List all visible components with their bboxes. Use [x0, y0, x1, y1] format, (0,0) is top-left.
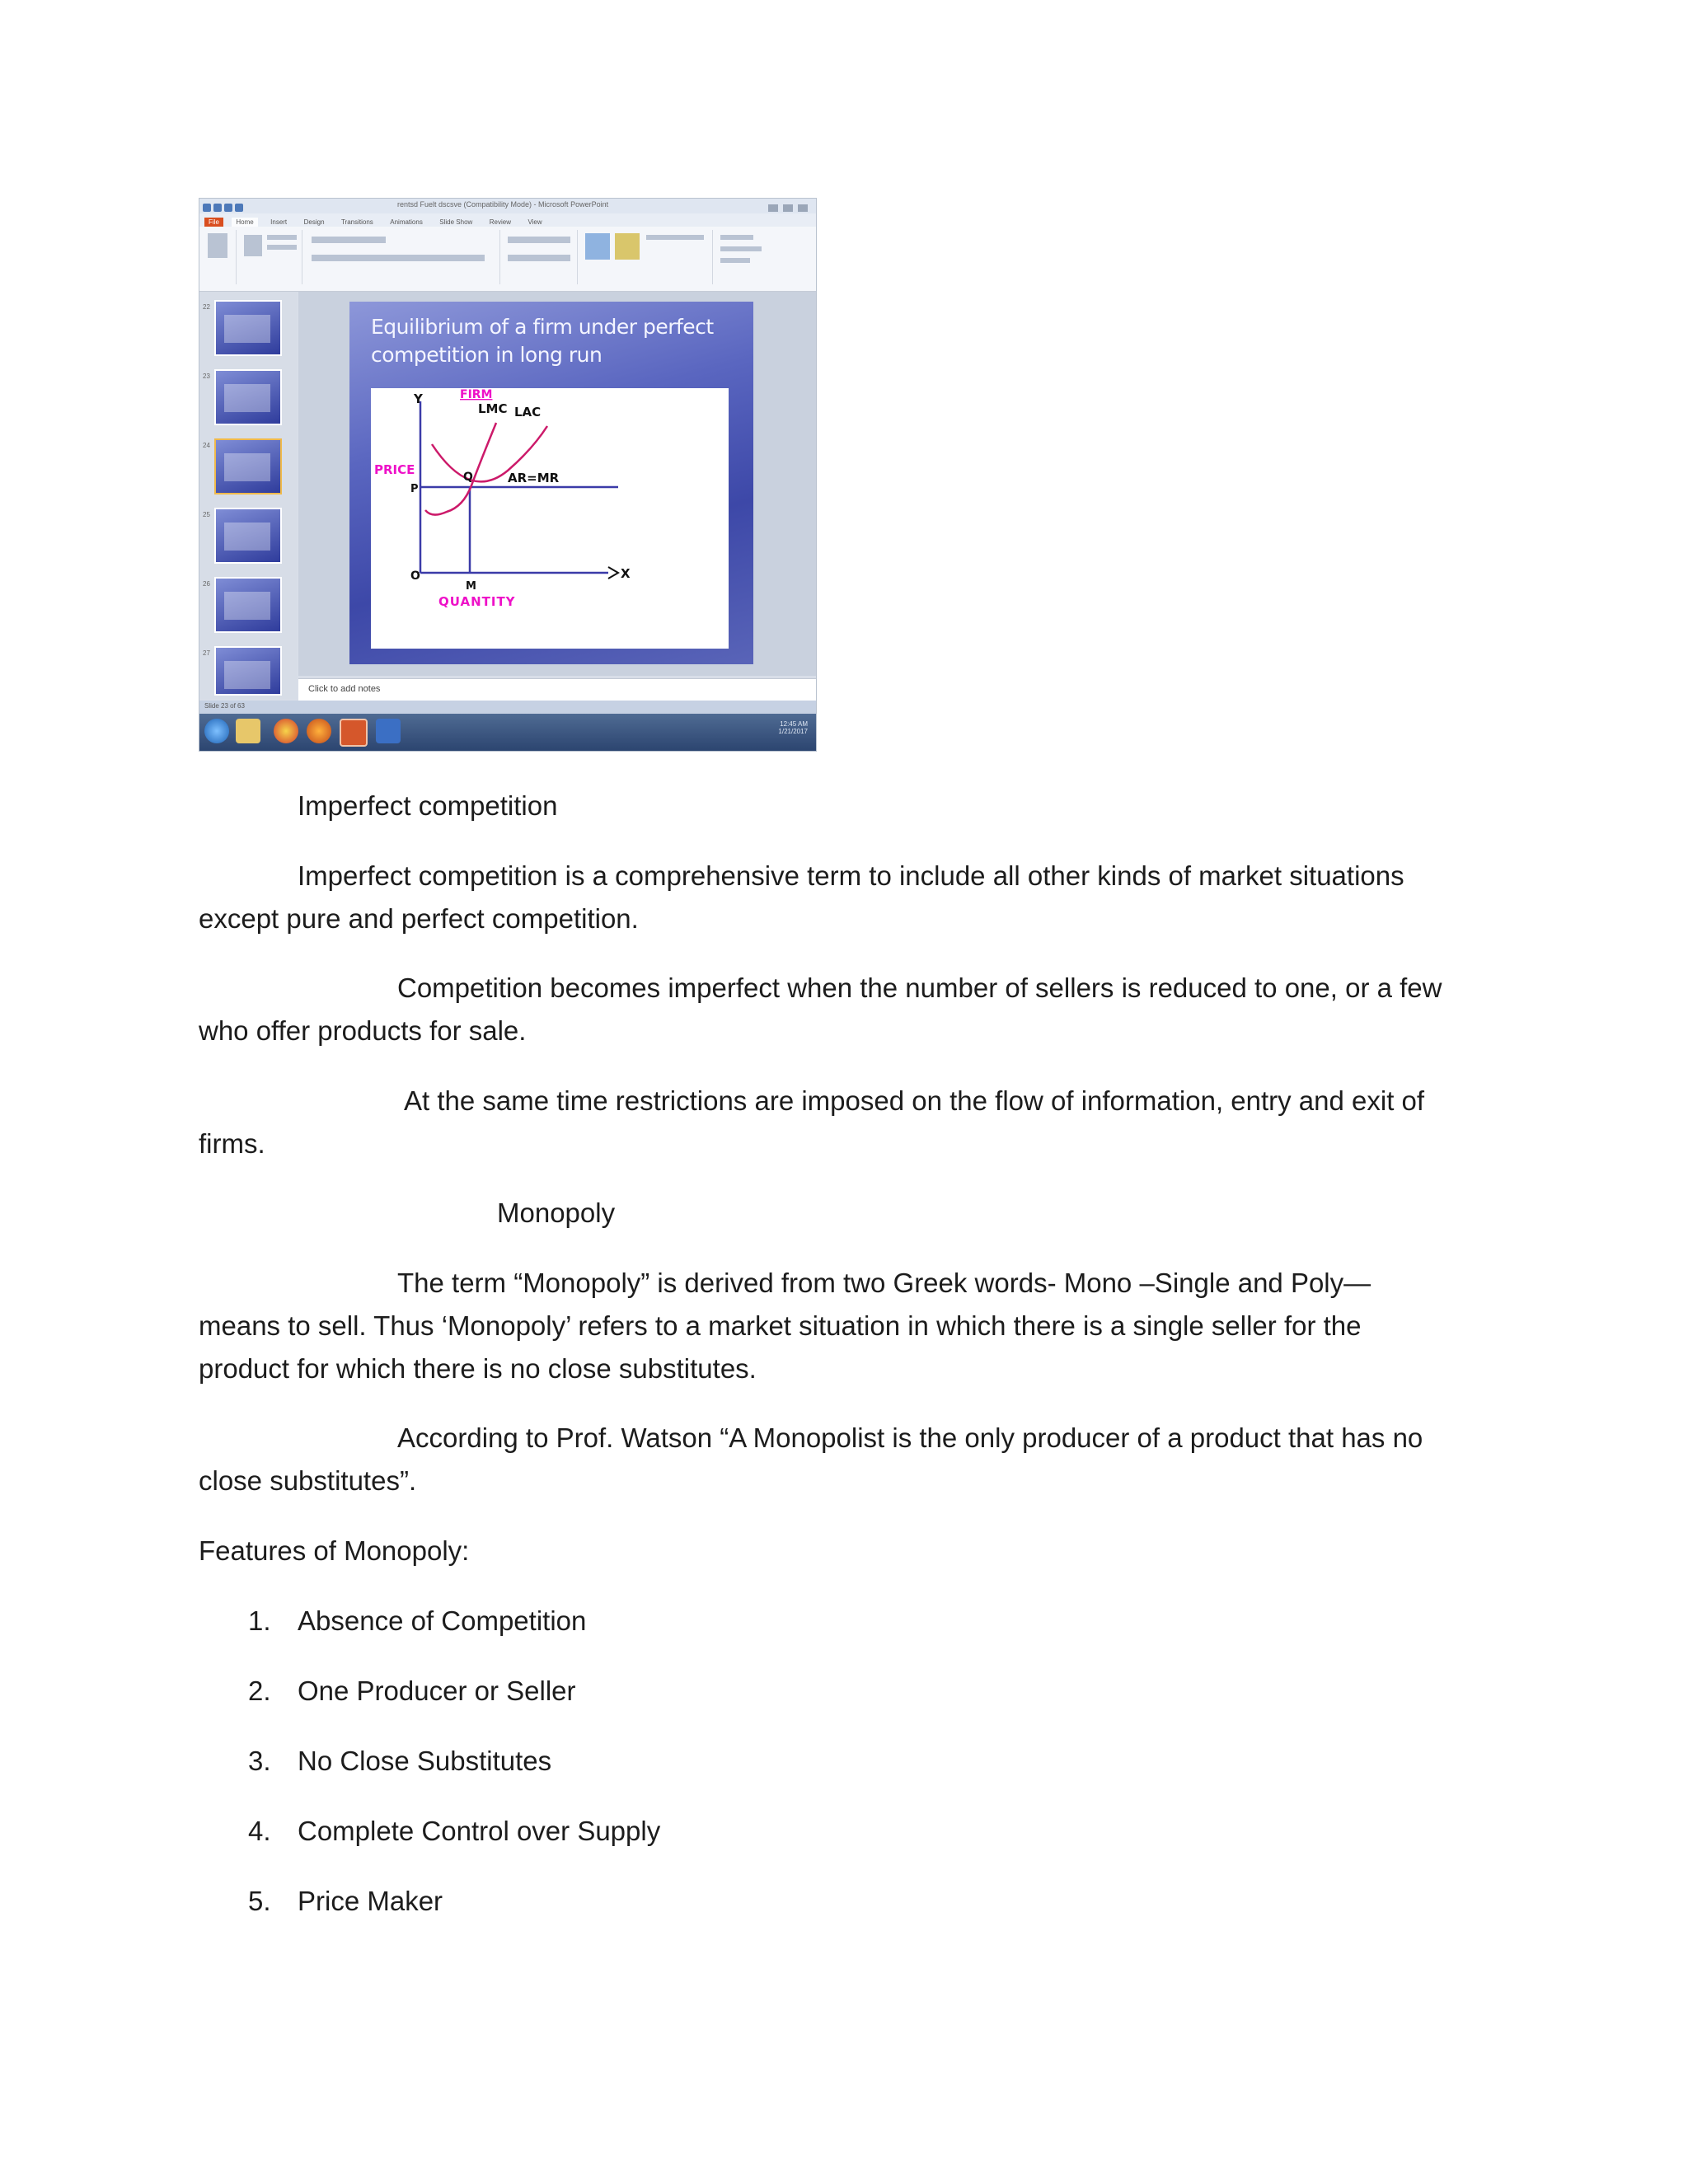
- window-title: rentsd Fuelt dscsve (Compatibility Mode) - Microsoft PowerPoint: [397, 200, 609, 209]
- list-item: Complete Control over Supply: [298, 1816, 661, 1846]
- notes-placeholder: Click to add notes: [308, 684, 381, 694]
- equilibrium-point-label: Q: [463, 471, 473, 484]
- paragraph-3-line-1: At the same time restrictions are imposed on the flow of information, entry and exit of: [404, 1085, 1425, 1116]
- editing-group[interactable]: [715, 230, 773, 284]
- powerpoint-icon[interactable]: [340, 719, 368, 747]
- slide-counter: Slide 23 of 63: [204, 702, 245, 710]
- paragraph-5-line-2: close substitutes”.: [199, 1465, 417, 1496]
- powerpoint-screenshot: [199, 198, 817, 752]
- word-icon[interactable]: [376, 719, 401, 743]
- slide-thumbnail[interactable]: [214, 577, 282, 633]
- list-item: One Producer or Seller: [298, 1675, 576, 1706]
- tab-home[interactable]: Home: [232, 218, 257, 227]
- taskbar-clock[interactable]: [778, 720, 808, 735]
- explorer-icon[interactable]: [236, 719, 260, 743]
- heading-imperfect-competition: Imperfect competition: [298, 790, 558, 821]
- slide-title[interactable]: [371, 313, 734, 369]
- paragraph-1-line-2: except pure and perfect competition.: [199, 903, 639, 934]
- ribbon-tabs: [199, 213, 816, 227]
- chart-title: FIRM: [460, 388, 493, 401]
- list-item-number: 5.: [248, 1886, 271, 1916]
- tab-animations[interactable]: Animations: [390, 218, 423, 226]
- list-item: No Close Substitutes: [298, 1746, 552, 1776]
- x-axis-label: X: [621, 566, 631, 581]
- paragraph-2-line-1: Competition becomes imperfect when the number of sellers is reduced to one, or a few: [397, 972, 1442, 1003]
- ar-mr-label: AR=MR: [508, 471, 560, 485]
- slides-group[interactable]: [239, 230, 302, 284]
- slide-thumbnail[interactable]: [214, 508, 282, 564]
- clock-date: 1/21/2017: [778, 728, 808, 735]
- equilibrium-chart-svg: [371, 388, 729, 649]
- chrome-icon[interactable]: [274, 719, 298, 743]
- x-axis-title: QUANTITY: [438, 594, 516, 609]
- slide-thumbnail[interactable]: [214, 300, 282, 356]
- windows-taskbar: [199, 714, 816, 751]
- lmc-curve: [425, 423, 496, 515]
- heading-monopoly: Monopoly: [497, 1197, 616, 1228]
- tab-file[interactable]: File: [204, 218, 223, 227]
- clock-time: 12:45 AM: [780, 720, 808, 728]
- origin-label: O: [410, 569, 420, 583]
- equilibrium-graph: [371, 388, 729, 649]
- drawing-group[interactable]: [580, 230, 713, 284]
- start-button-icon[interactable]: [204, 719, 229, 743]
- font-group[interactable]: [305, 230, 500, 284]
- list-item-number: 1.: [248, 1605, 271, 1636]
- slide-thumbnail[interactable]: [214, 646, 282, 696]
- paragraph-5-line-1: According to Prof. Watson “A Monopolist is the only producer of a product that has no: [397, 1422, 1423, 1453]
- tab-slide-show[interactable]: Slide Show: [439, 218, 473, 226]
- lmc-label: LMC: [478, 401, 508, 416]
- tab-transitions[interactable]: Transitions: [340, 218, 373, 226]
- list-item-number: 2.: [248, 1675, 271, 1706]
- window-titlebar: [199, 199, 816, 213]
- paragraph-1-line-1: Imperfect competition is a comprehensive term to include all other kinds of market situations: [298, 860, 1404, 891]
- paragraph-4-line-2: means to sell. Thus ‘Monopoly’ refers to a market situation in which there is a single seller for the: [199, 1310, 1362, 1341]
- tab-review[interactable]: Review: [489, 218, 511, 226]
- paragraph-group[interactable]: [503, 230, 578, 284]
- slide-editing-area: [298, 292, 816, 676]
- status-bar: [199, 701, 816, 714]
- notes-pane[interactable]: [298, 678, 816, 701]
- window-controls[interactable]: [763, 201, 813, 211]
- clipboard-group[interactable]: [203, 230, 237, 284]
- list-item: Price Maker: [298, 1886, 443, 1916]
- slide-thumbnails-pane: 22 23 24 25 26 27: [199, 292, 297, 699]
- paragraph-3-line-2: firms.: [199, 1128, 265, 1159]
- price-level-label: P: [410, 483, 419, 495]
- lac-label: LAC: [514, 405, 542, 419]
- quantity-m-label: M: [466, 580, 476, 593]
- paragraph-2-line-2: who offer products for sale.: [199, 1015, 527, 1046]
- tab-design[interactable]: Design: [303, 218, 325, 226]
- ribbon: [199, 227, 816, 292]
- list-item: Absence of Competition: [298, 1605, 587, 1636]
- features-heading: Features of Monopoly:: [199, 1535, 470, 1566]
- paragraph-4-line-3: product for which there is no close substitutes.: [199, 1353, 757, 1384]
- list-item-number: 4.: [248, 1816, 271, 1846]
- quick-access-toolbar[interactable]: [203, 201, 269, 211]
- slide-title-line-2: competition in long run: [371, 343, 603, 367]
- slide[interactable]: [349, 302, 753, 664]
- firefox-icon[interactable]: [307, 719, 331, 743]
- list-item-number: 3.: [248, 1746, 271, 1776]
- y-axis-title: PRICE: [374, 462, 415, 477]
- slide-title-line-1: Equilibrium of a firm under perfect: [371, 315, 714, 339]
- tab-insert[interactable]: Insert: [270, 218, 288, 226]
- slide-thumbnail-selected[interactable]: [214, 438, 282, 494]
- slide-thumbnail[interactable]: [214, 369, 282, 425]
- x-axis-arrow: [608, 567, 618, 579]
- tab-view[interactable]: View: [528, 218, 542, 226]
- paragraph-4-line-1: The term “Monopoly” is derived from two Greek words- Mono –Single and Poly—: [397, 1268, 1372, 1298]
- y-axis-label: Y: [414, 391, 423, 406]
